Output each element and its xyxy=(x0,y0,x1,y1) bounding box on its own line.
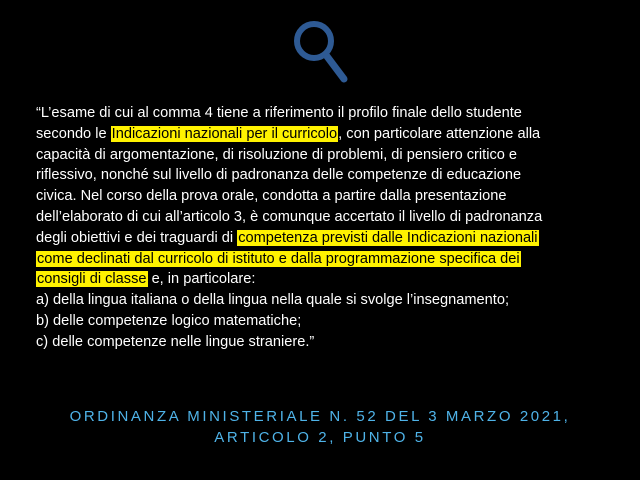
quote-line xyxy=(36,249,616,270)
quote-text-segment: e, in particolare: xyxy=(147,271,256,288)
quote-text-segment: , con particolare attenzione alla xyxy=(338,125,541,142)
source-line-2: ARTICOLO 2, PUNTO 5 xyxy=(214,429,426,446)
quote-line: c) delle competenze nelle lingue straniere.” xyxy=(36,333,315,350)
quote-line: “L’esame di cui al comma 4 tiene a riferimento il profilo finale dello studente xyxy=(36,105,522,121)
highlighted-text: come declinati dal curricolo di istituto e dalla programmazione specifica dei xyxy=(37,250,520,267)
quote-text-segment: degli obiettivi e dei traguardi di xyxy=(36,229,238,246)
quote-line: a) della lingua italiana o della lingua nella quale si svolge l’insegnamento; xyxy=(36,292,509,309)
quote-text-segment: secondo le xyxy=(36,125,111,142)
quote-line: dell’elaborato di cui all’articolo 3, è comunque accertato il livello di padronanza xyxy=(36,208,543,225)
quote-line xyxy=(36,269,616,290)
quote-line xyxy=(36,228,616,249)
highlighted-text: competenza previsti dalle Indicazioni nazionali xyxy=(238,229,538,246)
quote-line: capacità di argomentazione, di risoluzione di problemi, di pensiero critico e xyxy=(36,146,518,163)
source-citation xyxy=(0,406,640,448)
search-icon xyxy=(291,18,349,84)
quote-line: riflessivo, nonché sul livello di padronanza delle competenze di educazione xyxy=(36,167,522,184)
quote-line: civica. Nel corso della prova orale, condotta a partire dalla presentazione xyxy=(36,188,507,205)
quote-line xyxy=(36,124,616,145)
quote-text xyxy=(36,103,616,353)
highlighted-text: Indicazioni nazionali per il curricolo xyxy=(111,125,338,142)
highlighted-text: consigli di classe xyxy=(37,271,147,288)
quote-line: b) delle competenze logico matematiche; xyxy=(36,312,302,329)
source-line-1: ORDINANZA MINISTERIALE N. 52 DEL 3 MARZO 2021, xyxy=(69,408,571,425)
